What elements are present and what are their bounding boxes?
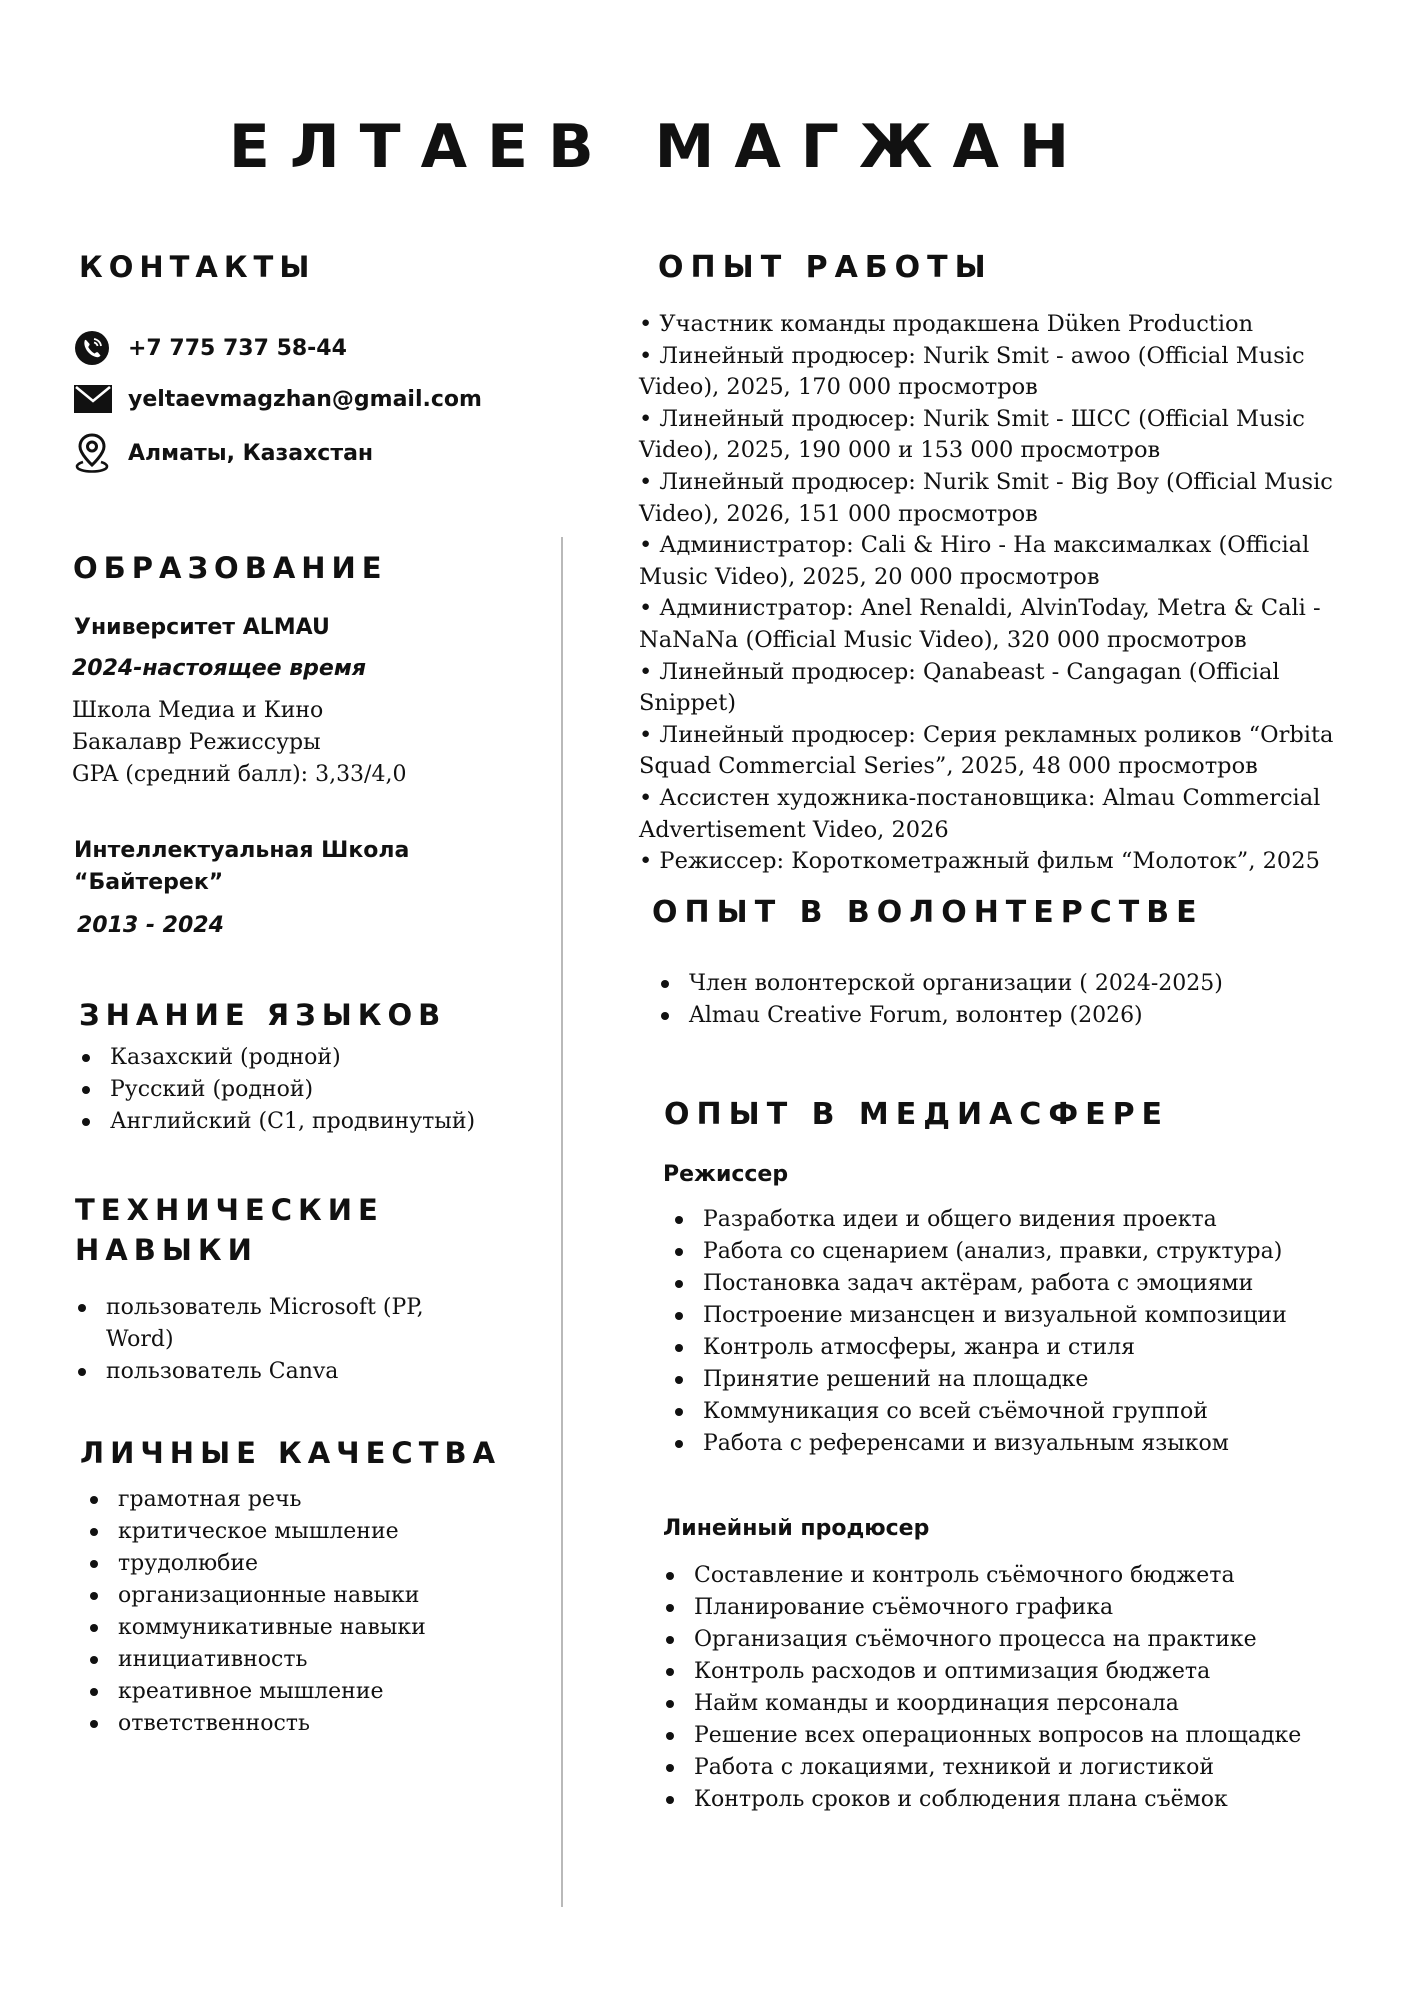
list-item: Постановка задач актёрам, работа с эмоциями [703,1268,1383,1300]
column-divider [561,537,563,1907]
edu-school-2-line1: Интеллектуальная Школа [74,838,410,863]
list-item: Контроль атмосферы, жанра и стиля [703,1332,1383,1364]
candidate-name: ЕЛТАЕВ МАГЖАН [228,112,1090,182]
tech-skills-heading-line2: НАВЫКИ [75,1233,258,1267]
edu-school-2 [74,835,409,899]
contact-email[interactable] [74,378,482,420]
list-item: Работа со сценарием (анализ, правки, структура) [703,1236,1383,1268]
media-producer-title: Линейный продюсер [663,1516,930,1541]
work-item: • Линейный продюсер: Серия рекламных роликов “Orbita Squad Commercial Series”, 2025, 48 000 просмотров [639,721,1334,780]
tech-skills-list [106,1292,476,1388]
tech-skills-heading-line1: ТЕХНИЧЕСКИЕ [75,1193,384,1227]
list-item: пользователь Microsoft (PP, Word) [106,1292,476,1356]
list-item: Работа с референсами и визуальным языком [703,1428,1383,1460]
list-item: Найм команды и координация персонала [694,1688,1354,1720]
edu-school-1: Университет ALMAU [74,615,330,640]
edu-details-1 [72,695,406,791]
media-director-title: Режиссер [663,1162,789,1187]
director-list [703,1204,1383,1460]
list-item: Планирование съёмочного графика [694,1592,1354,1624]
work-item: • Линейный продюсер: Qanabeast - Cangagan (Official Snippet) [639,658,1280,717]
mail-icon [74,379,118,419]
work-item: • Администратор: Cali & Hiro - На максималках (Official Music Video), 2025, 20 000 просмотров [639,532,1310,590]
list-item: трудолюбие [118,1548,538,1580]
list-item: ответственность [118,1708,538,1740]
contact-location [74,432,373,474]
location-pin-icon [74,433,118,473]
list-item: грамотная речь [118,1484,538,1516]
list-item: Принятие решений на площадке [703,1364,1383,1396]
languages-heading: ЗНАНИЕ ЯЗЫКОВ [79,998,447,1032]
work-item: • Линейный продюсер: Nurik Smit - ШСС (Official Music Video), 2025, 190 000 и 153 000 просмотров [639,405,1305,464]
edu-period-1: 2024-настоящее время [72,656,366,681]
phone-icon [74,328,118,368]
phone-text: +7 775 737 58-44 [128,335,347,361]
edu-school-2-line2: “Байтерек” [74,870,224,895]
media-heading: ОПЫТ В МЕДИАСФЕРЕ [664,1097,1170,1132]
contact-phone [74,327,347,369]
list-item: критическое мышление [118,1516,538,1548]
personal-list [118,1484,538,1740]
list-item: коммуникативные навыки [118,1612,538,1644]
list-item: Построение мизансцен и визуальной композиции [703,1300,1383,1332]
languages-list [110,1042,550,1138]
list-item: Русский (родной) [110,1074,550,1106]
list-item: Составление и контроль съёмочного бюджета [694,1560,1354,1592]
location-text: Алматы, Казахстан [128,440,374,466]
list-item: Казахский (родной) [110,1042,550,1074]
work-list [639,309,1379,878]
personal-heading: ЛИЧНЫЕ КАЧЕСТВА [80,1436,502,1470]
list-item: организационные навыки [118,1580,538,1612]
work-item: • Администратор: Anel Renaldi, AlvinToday, Metra & Cali - NaNaNa (Official Music Video), 320 000 просмотров [639,595,1321,653]
list-item: инициативность [118,1644,538,1676]
list-item: Работа с локациями, техникой и логистикой [694,1752,1354,1784]
work-item: • Линейный продюсер: Nurik Smit - Big Boy (Official Music Video), 2026, 151 000 просмотров [639,468,1333,527]
email-text[interactable]: yeltaevmagzhan@gmail.com [128,386,482,412]
work-item: • Участник команды продакшена Düken Production [639,311,1254,337]
volunteer-list [689,968,1369,1032]
list-item: Контроль расходов и оптимизация бюджета [694,1656,1354,1688]
edu-detail: Бакалавр Режиссуры [72,730,321,755]
list-item: Организация съёмочного процесса на практике [694,1624,1354,1656]
list-item: Решение всех операционных вопросов на площадке [694,1720,1354,1752]
tech-skills-heading [75,1190,384,1270]
edu-period-2: 2013 - 2024 [77,913,224,938]
work-item: • Режиссер: Короткометражный фильм “Молоток”, 2025 [639,848,1320,875]
list-item: креативное мышление [118,1676,538,1708]
edu-detail: Школа Медиа и Кино [72,698,324,723]
edu-detail: GPA (средний балл): 3,33/4,0 [72,762,407,787]
list-item: Английский (C1, продвинутый) [110,1106,550,1138]
list-item: пользователь Canva [106,1356,476,1388]
work-item: • Линейный продюсер: Nurik Smit - awoo (Official Music Video), 2025, 170 000 просмотров [639,342,1305,401]
producer-list [694,1560,1354,1816]
list-item: Коммуникация со всей съёмочной группой [703,1396,1383,1428]
education-heading: ОБРАЗОВАНИЕ [73,551,388,585]
volunteer-heading: ОПЫТ В ВОЛОНТЕРСТВЕ [652,895,1204,930]
work-heading: ОПЫТ РАБОТЫ [658,250,993,285]
work-item: • Ассистен художника-постановщика: Almau Commercial Advertisement Video, 2026 [639,784,1321,843]
contacts-heading: КОНТАКТЫ [79,250,316,284]
list-item: Разработка идеи и общего видения проекта [703,1204,1383,1236]
list-item: Член волонтерской организации ( 2024-2025) [689,968,1369,1000]
list-item: Almau Creative Forum, волонтер (2026) [689,1000,1369,1032]
list-item: Контроль сроков и соблюдения плана съёмок [694,1784,1354,1816]
